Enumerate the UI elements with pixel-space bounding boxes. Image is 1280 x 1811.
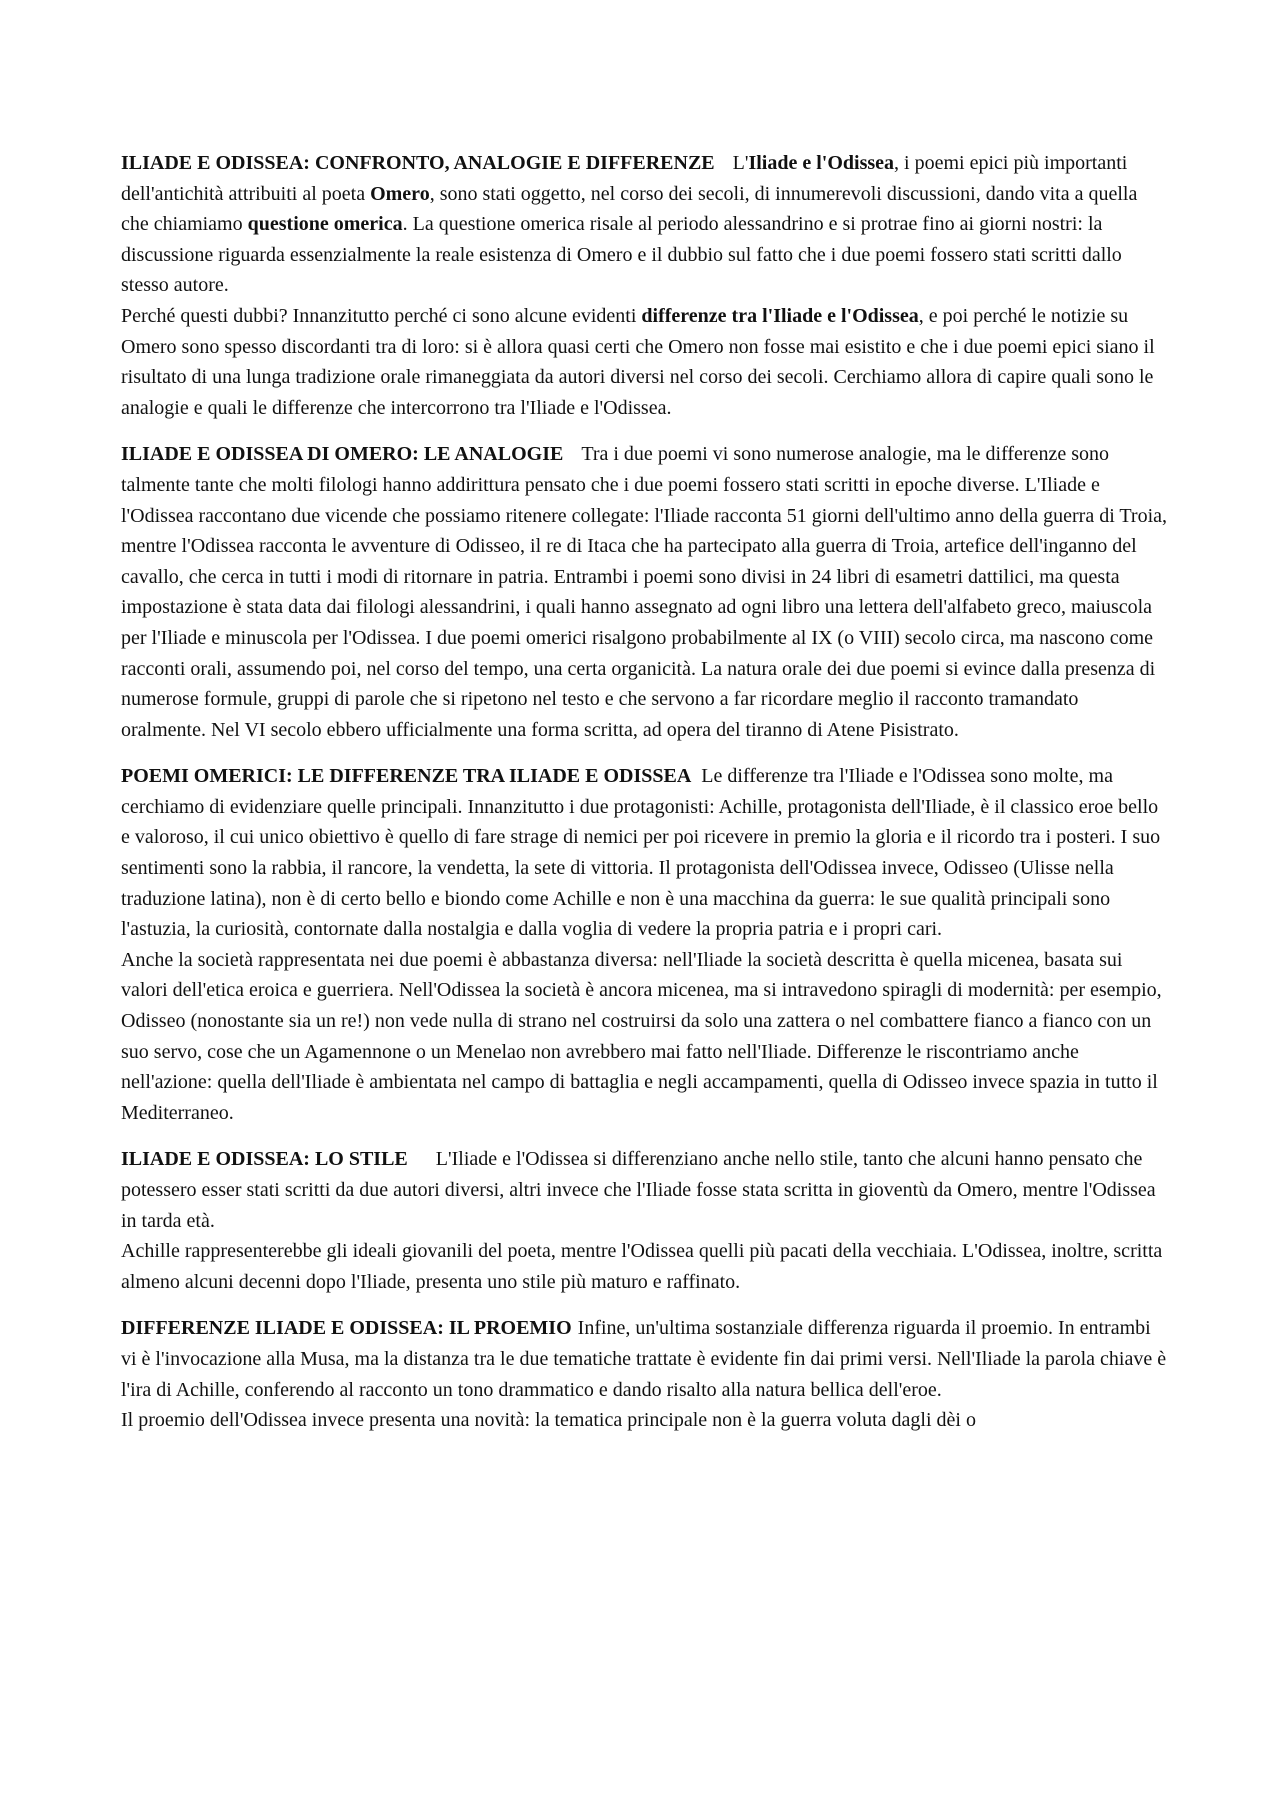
body-text: Infine, un'ultima sostanziale differenza riguarda il proemio. In entrambi vi è l'invocazione alla Musa, ma la distanza tra le due tematiche trattate è evidente fin dai primi versi. Nell'Iliade la parola chiave è l'ira di Achille, conferendo al racconto un tono drammatico e dando risalto alla natura bellica dell'eroe. [121, 1317, 1167, 1401]
section-heading: ILIADE E ODISSEA: LO STILE [121, 1148, 408, 1171]
body-text: Le differenze tra l'Iliade e l'Odissea sono molte, ma cerchiamo di evidenziare quelle principali. Innanzitutto i due protagonisti: Achille, protagonista dell'Iliade, è il classico eroe bello e valoroso, il cui unico obiettivo è quello di fare strage di nemici per poi ricevere in premio la gloria e il ricordo tra i posteri. I suo sentimenti sono la rabbia, il rancore, la vendetta, la sete di vittoria. Il protagonista dell'Odissea invece, Odisseo (Ulisse nella traduzione latina), non è di certo bello e biondo come Achille e non è una macchina da guerra: le sue qualità principali sono l'astuzia, la curiosità, contornate dalla nostalgia e dalla voglia di vedere la propria patria e i propri cari. [121, 765, 1161, 941]
body-text: . La questione omerica risale al periodo alessandrino e si protrae fino ai giorni nostri: la discussione riguarda essenzialmente la reale esistenza di Omero e il dubbio sul fatto che i due poemi fossero stati scritti dallo stesso autore. [121, 213, 1122, 297]
body-text: , i poemi epici più importanti dell'antichità attribuiti al poeta [121, 152, 1128, 205]
bold-text: Omero [370, 182, 430, 205]
section-heading: ILIADE E ODISSEA DI OMERO: LE ANALOGIE [121, 443, 564, 466]
paragraph [121, 301, 1167, 423]
bold-text: questione omerica [247, 213, 403, 236]
document-page [121, 148, 1167, 1436]
section-intro [121, 148, 1167, 301]
bold-text: differenze tra l'Iliade e l'Odissea [641, 304, 919, 327]
section-heading: DIFFERENZE ILIADE E ODISSEA: IL PROEMIO [121, 1317, 572, 1340]
section-analogies [121, 439, 1167, 745]
paragraph: Achille rappresenterebbe gli ideali giovanili del poeta, mentre l'Odissea quelli più pacati della vecchiaia. L'Odissea, inoltre, scritta almeno alcuni decenni dopo l'Iliade, presenta uno stile più maturo e raffinato. [121, 1240, 1163, 1293]
body-text: L'Iliade e l'Odissea si differenziano anche nello stile, tanto che alcuni hanno pensato che potessero esser stati scritti da due autori diversi, altri invece che l'Iliade fosse stata scritta in gioventù da Omero, mentre l'Odissea in tarda età. [121, 1148, 1156, 1232]
body-text: Tra i due poemi vi sono numerose analogie, ma le differenze sono talmente tante che molti filologi hanno addirittura pensato che i due poemi fossero stati scritti in epoche diverse. L'Iliade e l'Odissea raccontano due vicende che possiamo ritenere collegate: l'Iliade racconta 51 giorni dell'ultimo anno della guerra di Troia, mentre l'Odissea racconta le avventure di Odisseo, il re di Itaca che ha partecipato alla guerra di Troia, artefice dell'inganno del cavallo, che cerca in tutti i modi di ritornare in patria. Entrambi i poemi sono divisi in 24 libri di esametri dattilici, ma questa impostazione è stata data dai filologi alessandrini, i quali hanno assegnato ad ogni libro una lettera dell'alfabeto greco, maiuscola per l'Iliade e minuscola per l'Odissea. I due poemi omerici risalgono probabilmente al IX (o VIII) secolo circa, ma nascono come racconti orali, assumendo poi, nel corso del tempo, una certa organicità. La natura orale dei due poemi si evince dalla presenza di numerose formule, gruppi di parole che si ripetono nel testo e che servono a far ricordare meglio il racconto tramandato oralmente. Nel VI secolo ebbero ufficialmente una forma scritta, ad opera del tiranno di Atene Pisistrato. [121, 443, 1168, 741]
paragraph: Anche la società rappresentata nei due poemi è abbastanza diversa: nell'Iliade la società descritta è quella micenea, basata sui valori dell'etica eroica e guerriera. Nell'Odissea la società è ancora micenea, ma si intravedono spiragli di modernità: per esempio, Odisseo (nonostante sia un re!) non vede nulla di strano nel costruirsi da solo una zattera o nel combattere fianco a fianco con un suo servo, cose che un Agamennone o un Menelao non avrebbero mai fatto nell'Iliade. Differenze le riscontriamo anche nell'azione: quella dell'Iliade è ambientata nel campo di battaglia e negli accampamenti, quella di Odisseo invece spazia in tutto il Mediterraneo. [121, 948, 1162, 1124]
paragraph: Il proemio dell'Odissea invece presenta una novità: la tematica principale non è la guerra voluta dagli dèi o [121, 1409, 976, 1432]
section-heading: ILIADE E ODISSEA: CONFRONTO, ANALOGIE E DIFFERENZE [121, 152, 715, 174]
body-text: , sono stati oggetto, nel corso dei secoli, di innumerevoli discussioni, dando vita a quella che chiamiamo [121, 182, 1138, 236]
bold-text: Iliade e l'Odissea [748, 152, 895, 174]
body-text: , e poi perché le notizie su Omero sono spesso discordanti tra di loro: si è allora quasi certi che Omero non fosse mai esistito e che i due poemi epici siano il risultato di una lunga tradizione orale rimaneggiata da autori diversi nel corso dei secoli. Cerchiamo allora di capire quali sono le analogie e quali le differenze che intercorrono tra l'Iliade e l'Odissea. [121, 304, 1155, 419]
section-proem [121, 1313, 1167, 1405]
body-text: L' [732, 152, 749, 174]
body-text: Perché questi dubbi? Innanzitutto perché ci sono alcune evidenti [121, 304, 642, 327]
section-style [121, 1144, 1167, 1236]
section-heading: POEMI OMERICI: LE DIFFERENZE TRA ILIADE E ODISSEA [121, 765, 692, 788]
section-differences [121, 761, 1167, 945]
